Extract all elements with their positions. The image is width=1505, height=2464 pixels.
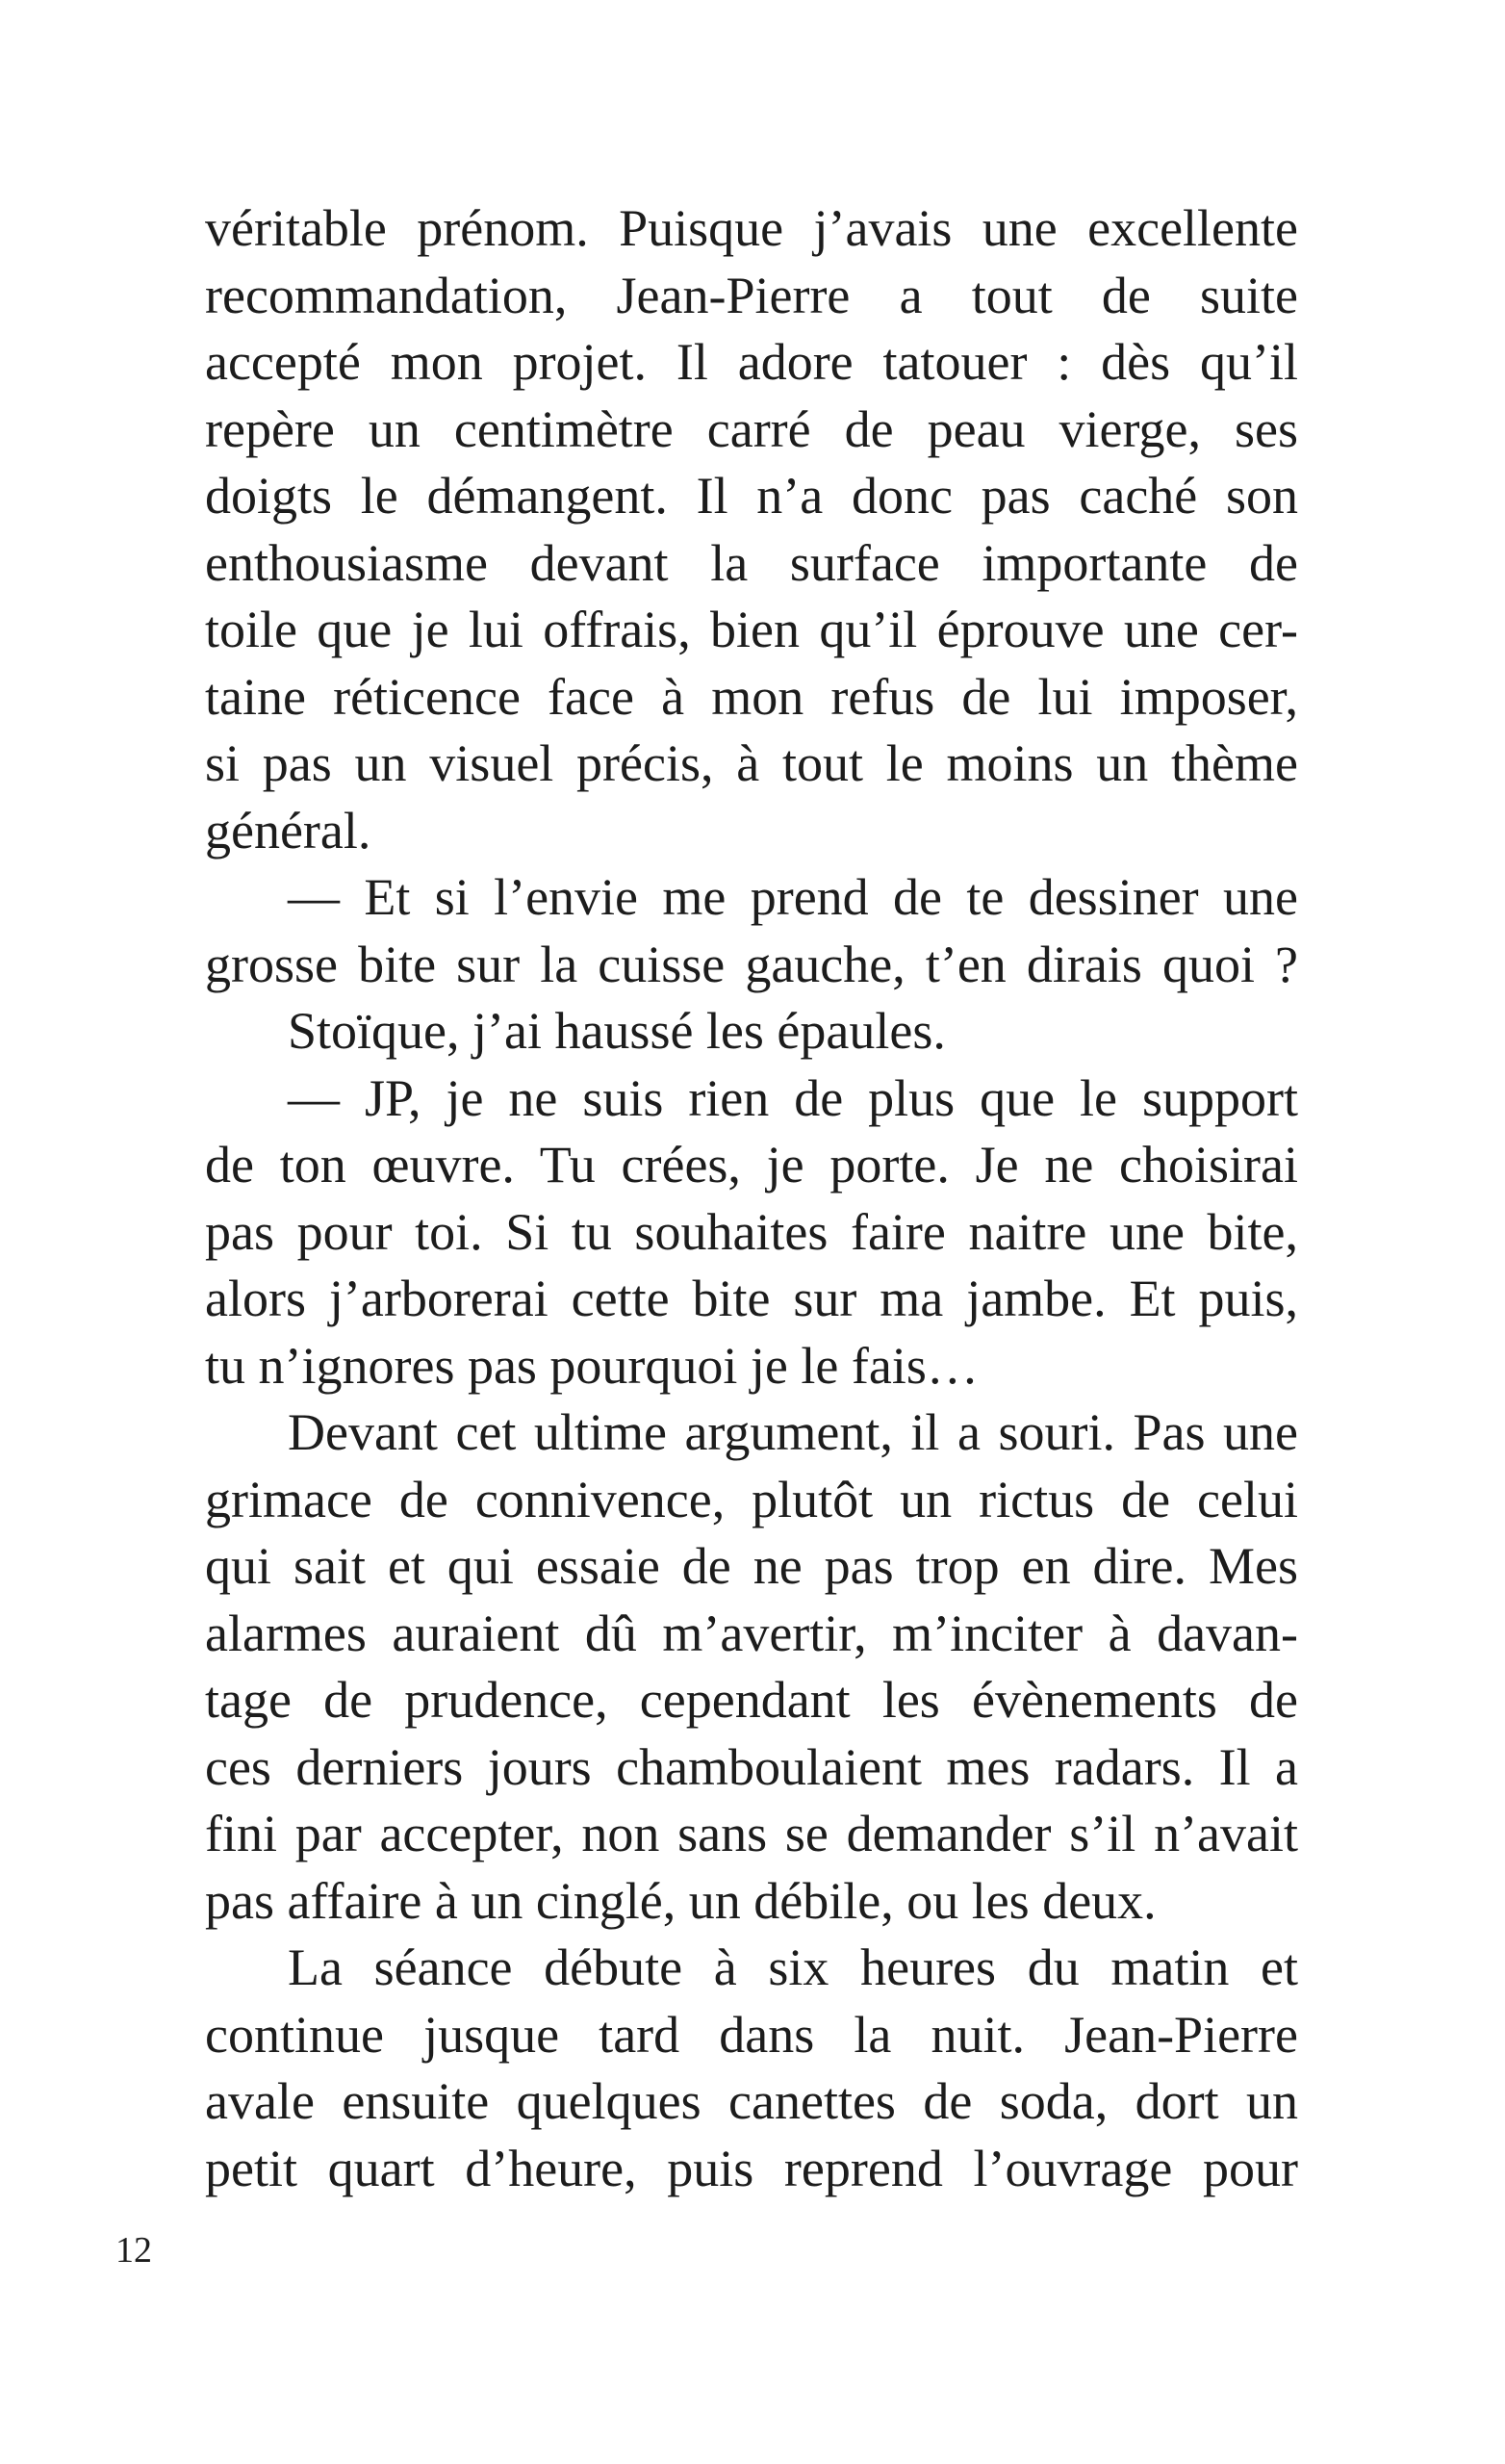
text-line: repère un centimètre carré de peau vierge, ses xyxy=(205,399,1298,458)
text-line: tage de prudence, cependant les évènements de xyxy=(205,1671,1298,1729)
paragraph-start-line: Devant cet ultime argument, il a souri. Pas une xyxy=(288,1403,1298,1461)
body-text xyxy=(205,195,1298,2202)
text-line: pas affaire à un cinglé, un débile, ou les deux. xyxy=(205,1871,1157,1930)
text-line: général. xyxy=(205,801,371,860)
text-line: qui sait et qui essaie de ne pas trop en dire. Mes xyxy=(205,1537,1298,1595)
text-line: fini par accepter, non sans se demander s’il n’avait xyxy=(205,1805,1298,1862)
dialogue-line: — Et si l’envie me prend de te dessiner une xyxy=(288,868,1298,926)
text-line: si pas un visuel précis, à tout le moins un thème xyxy=(205,734,1298,792)
text-line: véritable prénom. Puisque j’avais une excellente xyxy=(205,199,1298,257)
text-line: tu n’ignores pas pourquoi je le fais… xyxy=(205,1336,979,1395)
text-line: taine réticence face à mon refus de lui imposer, xyxy=(205,667,1298,726)
text-line: enthousiasme devant la surface importante de xyxy=(205,533,1298,592)
dialogue-line: — JP, je ne suis rien de plus que le support xyxy=(288,1068,1298,1127)
text-line: doigts le démangent. Il n’a donc pas caché son xyxy=(205,467,1298,525)
text-line: avale ensuite quelques canettes de soda, dort un xyxy=(205,2072,1298,2130)
text-line: grosse bite sur la cuisse gauche, t’en dirais quoi ? xyxy=(205,935,1298,993)
paragraph-start-line: La séance débute à six heures du matin et xyxy=(288,1938,1298,1996)
text-line: alarmes auraient dû m’avertir, m’inciter à davan- xyxy=(205,1604,1298,1662)
text-line: de ton œuvre. Tu crées, je porte. Je ne choisirai xyxy=(205,1136,1298,1194)
text-line: Stoïque, j’ai haussé les épaules. xyxy=(288,1002,946,1060)
text-line: pas pour toi. Si tu souhaites faire naitre une bite, xyxy=(205,1202,1298,1261)
text-line: accepté mon projet. Il adore tatouer : dès qu’il xyxy=(205,333,1298,391)
text-line: continue jusque tard dans la nuit. Jean-Pierre xyxy=(205,2005,1298,2064)
text-line: recommandation, Jean-Pierre a tout de suite xyxy=(205,266,1298,324)
text-line: ces derniers jours chamboulaient mes radars. Il a xyxy=(205,1737,1298,1796)
text-line: grimace de connivence, plutôt un rictus de celui xyxy=(205,1470,1298,1528)
page-number: 12 xyxy=(115,2230,152,2271)
text-line: petit quart d’heure, puis reprend l’ouvrage pour xyxy=(205,2139,1298,2197)
text-line: alors j’arborerai cette bite sur ma jambe. Et puis, xyxy=(205,1270,1298,1327)
text-line: toile que je lui offrais, bien qu’il éprouve une cer- xyxy=(205,601,1298,658)
